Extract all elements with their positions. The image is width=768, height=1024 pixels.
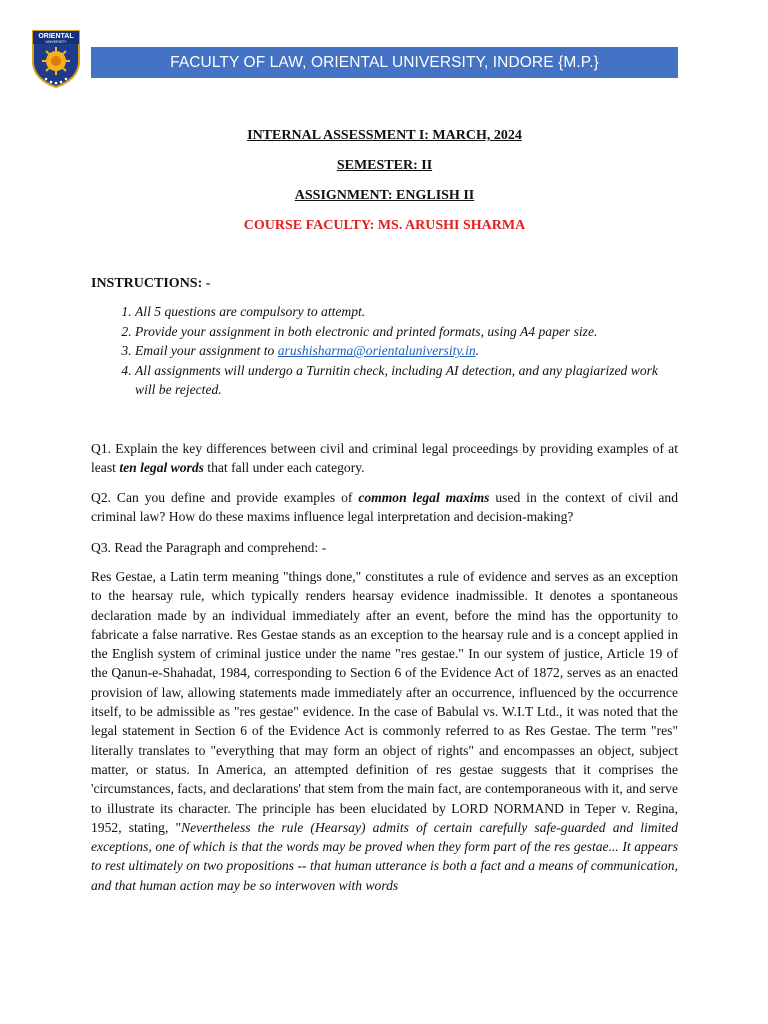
question-2: Q2. Can you define and provide examples of common legal maxims used in the context of civil and criminal law? How do these maxims influence legal interpretation and decision-making? bbox=[91, 490, 679, 525]
course-faculty: COURSE FACULTY: MS. ARUSHI SHARMA bbox=[243, 218, 526, 233]
instruction-item: 2. Provide your assignment in both electronic and printed formats, using A4 paper size. bbox=[135, 322, 681, 342]
university-logo bbox=[30, 27, 82, 89]
svg-text:UNIVERSITY: UNIVERSITY bbox=[45, 40, 67, 44]
semester-title: SEMESTER: II bbox=[336, 158, 433, 173]
instruction-item: 4. All assignments will undergo a Turnitin check, including AI detection, and any plagiarized work will be rejected. bbox=[135, 361, 681, 400]
email-link[interactable]: arushisharma@orientaluniversity.in bbox=[277, 343, 476, 358]
comprehension-passage: Res Gestae, a Latin term meaning "things done," constitutes a rule of evidence and serves as an exception to the hearsay rule, which typically renders hearsay evidence inadmissible. It denotes a spontaneous declaration made by an individual immediately after an event, before the mind has the opportunity to fabricate a false narrative. Res Gestae stands as an exception to the hearsay rule and is a concept applied in the English system of criminal justice under the name "res gestae." In our system of justice, Article 19 of the Qanun-e-Shahadat, 1984, corresponding to Section 6 of the Evidence Act of 1872, serves as an enacted provision of law, allowing statements made immediately after an occurrence, influenced by the occurrence itself, to be admissible as "res gestae" evidence. In the case of Babulal vs. W.I.T Ltd., it was noted that the legal statement in Section 6 of the Evidence Act is commonly referred to as Res Gestae. The term "res" literally translates to "everything that may form an object of rights" and encompasses an object, subject matter, or status. In America, an attempted definition of res gestae suggests that it comprises the 'circumstances, facts, and declarations' that stem from the main fact, are contemporaneous with it, and serve to illustrate its character. The principle has been elucidated by LORD NORMAND in Teper v. Regina, 1952, stating, "Nevertheless the rule (Hearsay) admits of certain carefully safe-guarded and limited exceptions, one of which is that the words may be proved when they form part of the res gestae... It appears to rest ultimately on two propositions -- that human utterance is both a fact and a means of communication, and that human action may be so interwoven with words bbox=[91, 569, 679, 893]
instruction-item: 3. Email your assignment to arushisharma@orientaluniversity.in. bbox=[135, 341, 681, 361]
question-3: Q3. Read the Paragraph and comprehend: - bbox=[91, 540, 327, 555]
instructions-list bbox=[91, 302, 681, 400]
instruction-item: 1. All 5 questions are compulsory to attempt. bbox=[135, 302, 681, 322]
question-1: Q1. Explain the key differences between civil and criminal legal proceedings by providing examples of at least ten legal words that fall under each category. bbox=[91, 441, 678, 476]
svg-text:ORIENTAL: ORIENTAL bbox=[38, 33, 74, 40]
instructions-heading: INSTRUCTIONS: - bbox=[91, 276, 211, 291]
assignment-title: ASSIGNMENT: ENGLISH II bbox=[294, 188, 475, 203]
faculty-banner: FACULTY OF LAW, ORIENTAL UNIVERSITY, INDORE {M.P.} bbox=[91, 47, 678, 78]
assessment-title: INTERNAL ASSESSMENT I: MARCH, 2024 bbox=[247, 128, 522, 143]
